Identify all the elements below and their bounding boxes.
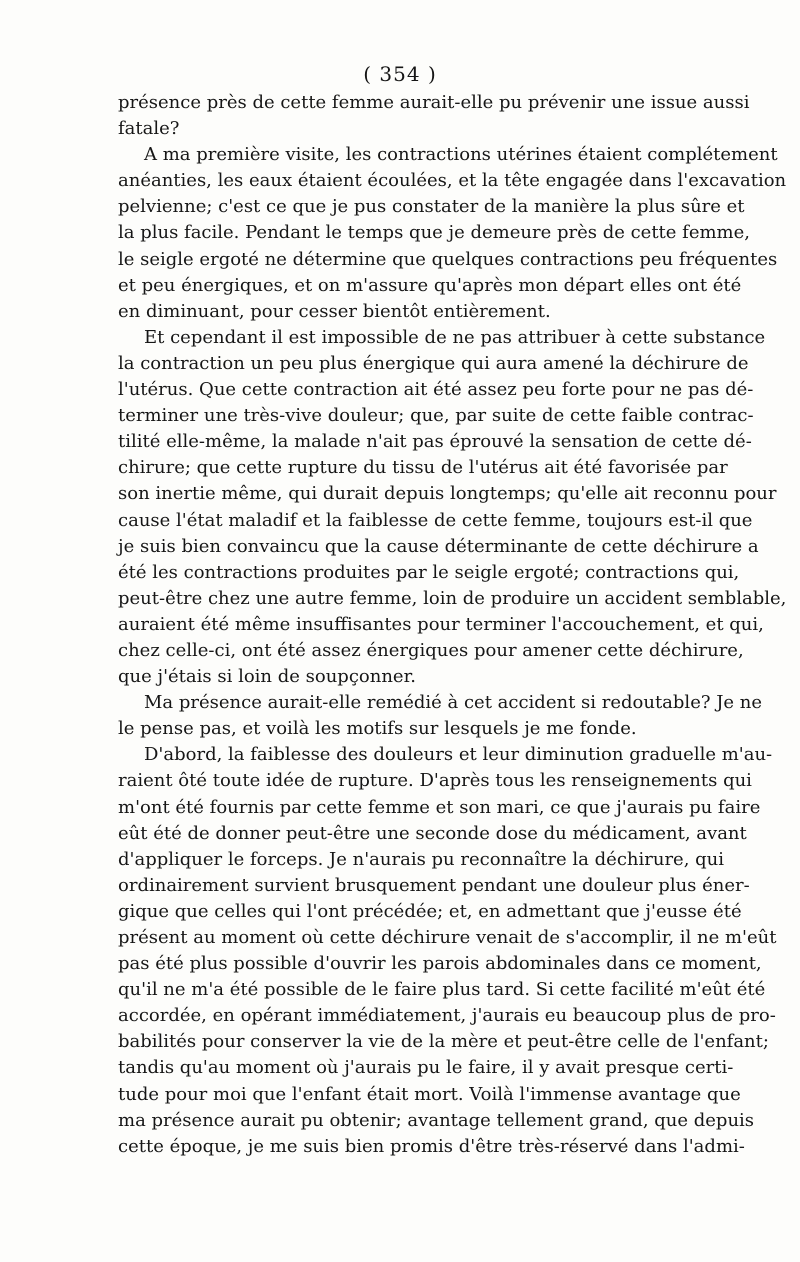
text-line: je suis bien convaincu que la cause déterminante de cette déchirure a: [118, 535, 759, 557]
text-line: m'ont été fournis par cette femme et son mari, ce que j'aurais pu faire: [118, 796, 761, 818]
text-line: cette époque, je me suis bien promis d'être très-réservé dans l'admi-: [118, 1135, 745, 1157]
text-line: Et cependant il est impossible de ne pas attribuer à cette substance: [144, 326, 766, 348]
text-line: ordinairement survient brusquement pendant une douleur plus éner-: [118, 874, 750, 896]
text-line: terminer une très-vive douleur; que, par suite de cette faible contrac-: [118, 405, 754, 427]
text-line: que j'étais si loin de soupçonner.: [118, 666, 416, 688]
text-line: gique que celles qui l'ont précédée; et, en admettant que j'eusse été: [118, 900, 742, 922]
text-line: le seigle ergoté ne détermine que quelques contractions peu fréquentes: [118, 248, 778, 270]
text-line: pas été plus possible d'ouvrir les parois abdominales dans ce moment,: [118, 953, 762, 975]
text-line: A ma première visite, les contractions utérines étaient complétement: [144, 144, 778, 166]
text-line: en diminuant, pour cesser bientôt entièrement.: [118, 300, 551, 322]
text-line: qu'il ne m'a été possible de le faire plus tard. Si cette facilité m'eût été: [118, 979, 766, 1001]
text-line: tilité elle-même, la malade n'ait pas éprouvé la sensation de cette dé-: [118, 431, 752, 453]
text-line: ma présence aurait pu obtenir; avantage tellement grand, que depuis: [118, 1109, 755, 1131]
text-line: D'abord, la faiblesse des douleurs et leur diminution graduelle m'au-: [144, 744, 773, 766]
text-line: babilités pour conserver la vie de la mère et peut-être celle de l'enfant;: [118, 1031, 769, 1053]
text-line: la plus facile. Pendant le temps que je demeure près de cette femme,: [118, 222, 750, 244]
text-line: tandis qu'au moment où j'aurais pu le faire, il y avait presque certi-: [118, 1057, 734, 1079]
paragraph: [118, 90, 750, 142]
text-line: et peu énergiques, et on m'assure qu'après mon départ elles ont été: [118, 274, 742, 296]
paragraph: [118, 690, 763, 742]
body-text: [118, 90, 787, 1160]
text-line: auraient été même insuffisantes pour terminer l'accouchement, et qui,: [118, 613, 764, 635]
text-line: chez celle-ci, ont été assez énergiques pour amener cette déchirure,: [118, 639, 744, 661]
text-line: peut-être chez une autre femme, loin de produire un accident semblable,: [118, 587, 787, 609]
text-line: l'utérus. Que cette contraction ait été assez peu forte pour ne pas dé-: [118, 379, 754, 401]
text-line: accordée, en opérant immédiatement, j'aurais eu beaucoup plus de pro-: [118, 1005, 776, 1027]
text-line: raient ôté toute idée de rupture. D'après tous les renseignements qui: [118, 770, 752, 792]
page-number: ( 354 ): [363, 62, 437, 86]
text-line: eût été de donner peut-être une seconde dose du médicament, avant: [118, 822, 747, 844]
text-line: d'appliquer le forceps. Je n'aurais pu reconnaître la déchirure, qui: [118, 848, 725, 870]
text-line: été les contractions produites par le seigle ergoté; contractions qui,: [118, 561, 740, 583]
paragraph: [118, 325, 787, 690]
text-line: pelvienne; c'est ce que je pus constater de la manière la plus sûre et: [118, 196, 745, 218]
paragraph: [118, 142, 787, 325]
text-line: cause l'état maladif et la faiblesse de cette femme, toujours est-il que: [118, 509, 753, 531]
text-line: Ma présence aurait-elle remédié à cet accident si redoutable? Je ne: [144, 692, 763, 714]
text-line: tude pour moi que l'enfant était mort. Voilà l'immense avantage que: [118, 1083, 741, 1105]
text-line: son inertie même, qui durait depuis longtemps; qu'elle ait reconnu pour: [118, 483, 777, 505]
text-line: chirure; que cette rupture du tissu de l'utérus ait été favorisée par: [118, 457, 728, 479]
text-line: anéanties, les eaux étaient écoulées, et la tête engagée dans l'excavation: [118, 170, 787, 192]
text-line: la contraction un peu plus énergique qui aura amené la déchirure de: [118, 352, 749, 374]
text-line: fatale?: [118, 118, 180, 140]
text-line: le pense pas, et voilà les motifs sur lesquels je me fonde.: [118, 718, 637, 740]
text-line: présence près de cette femme aurait-elle pu prévenir une issue aussi: [118, 92, 750, 113]
paragraph: [118, 742, 777, 1160]
text-line: présent au moment où cette déchirure venait de s'accomplir, il ne m'eût: [118, 927, 777, 948]
